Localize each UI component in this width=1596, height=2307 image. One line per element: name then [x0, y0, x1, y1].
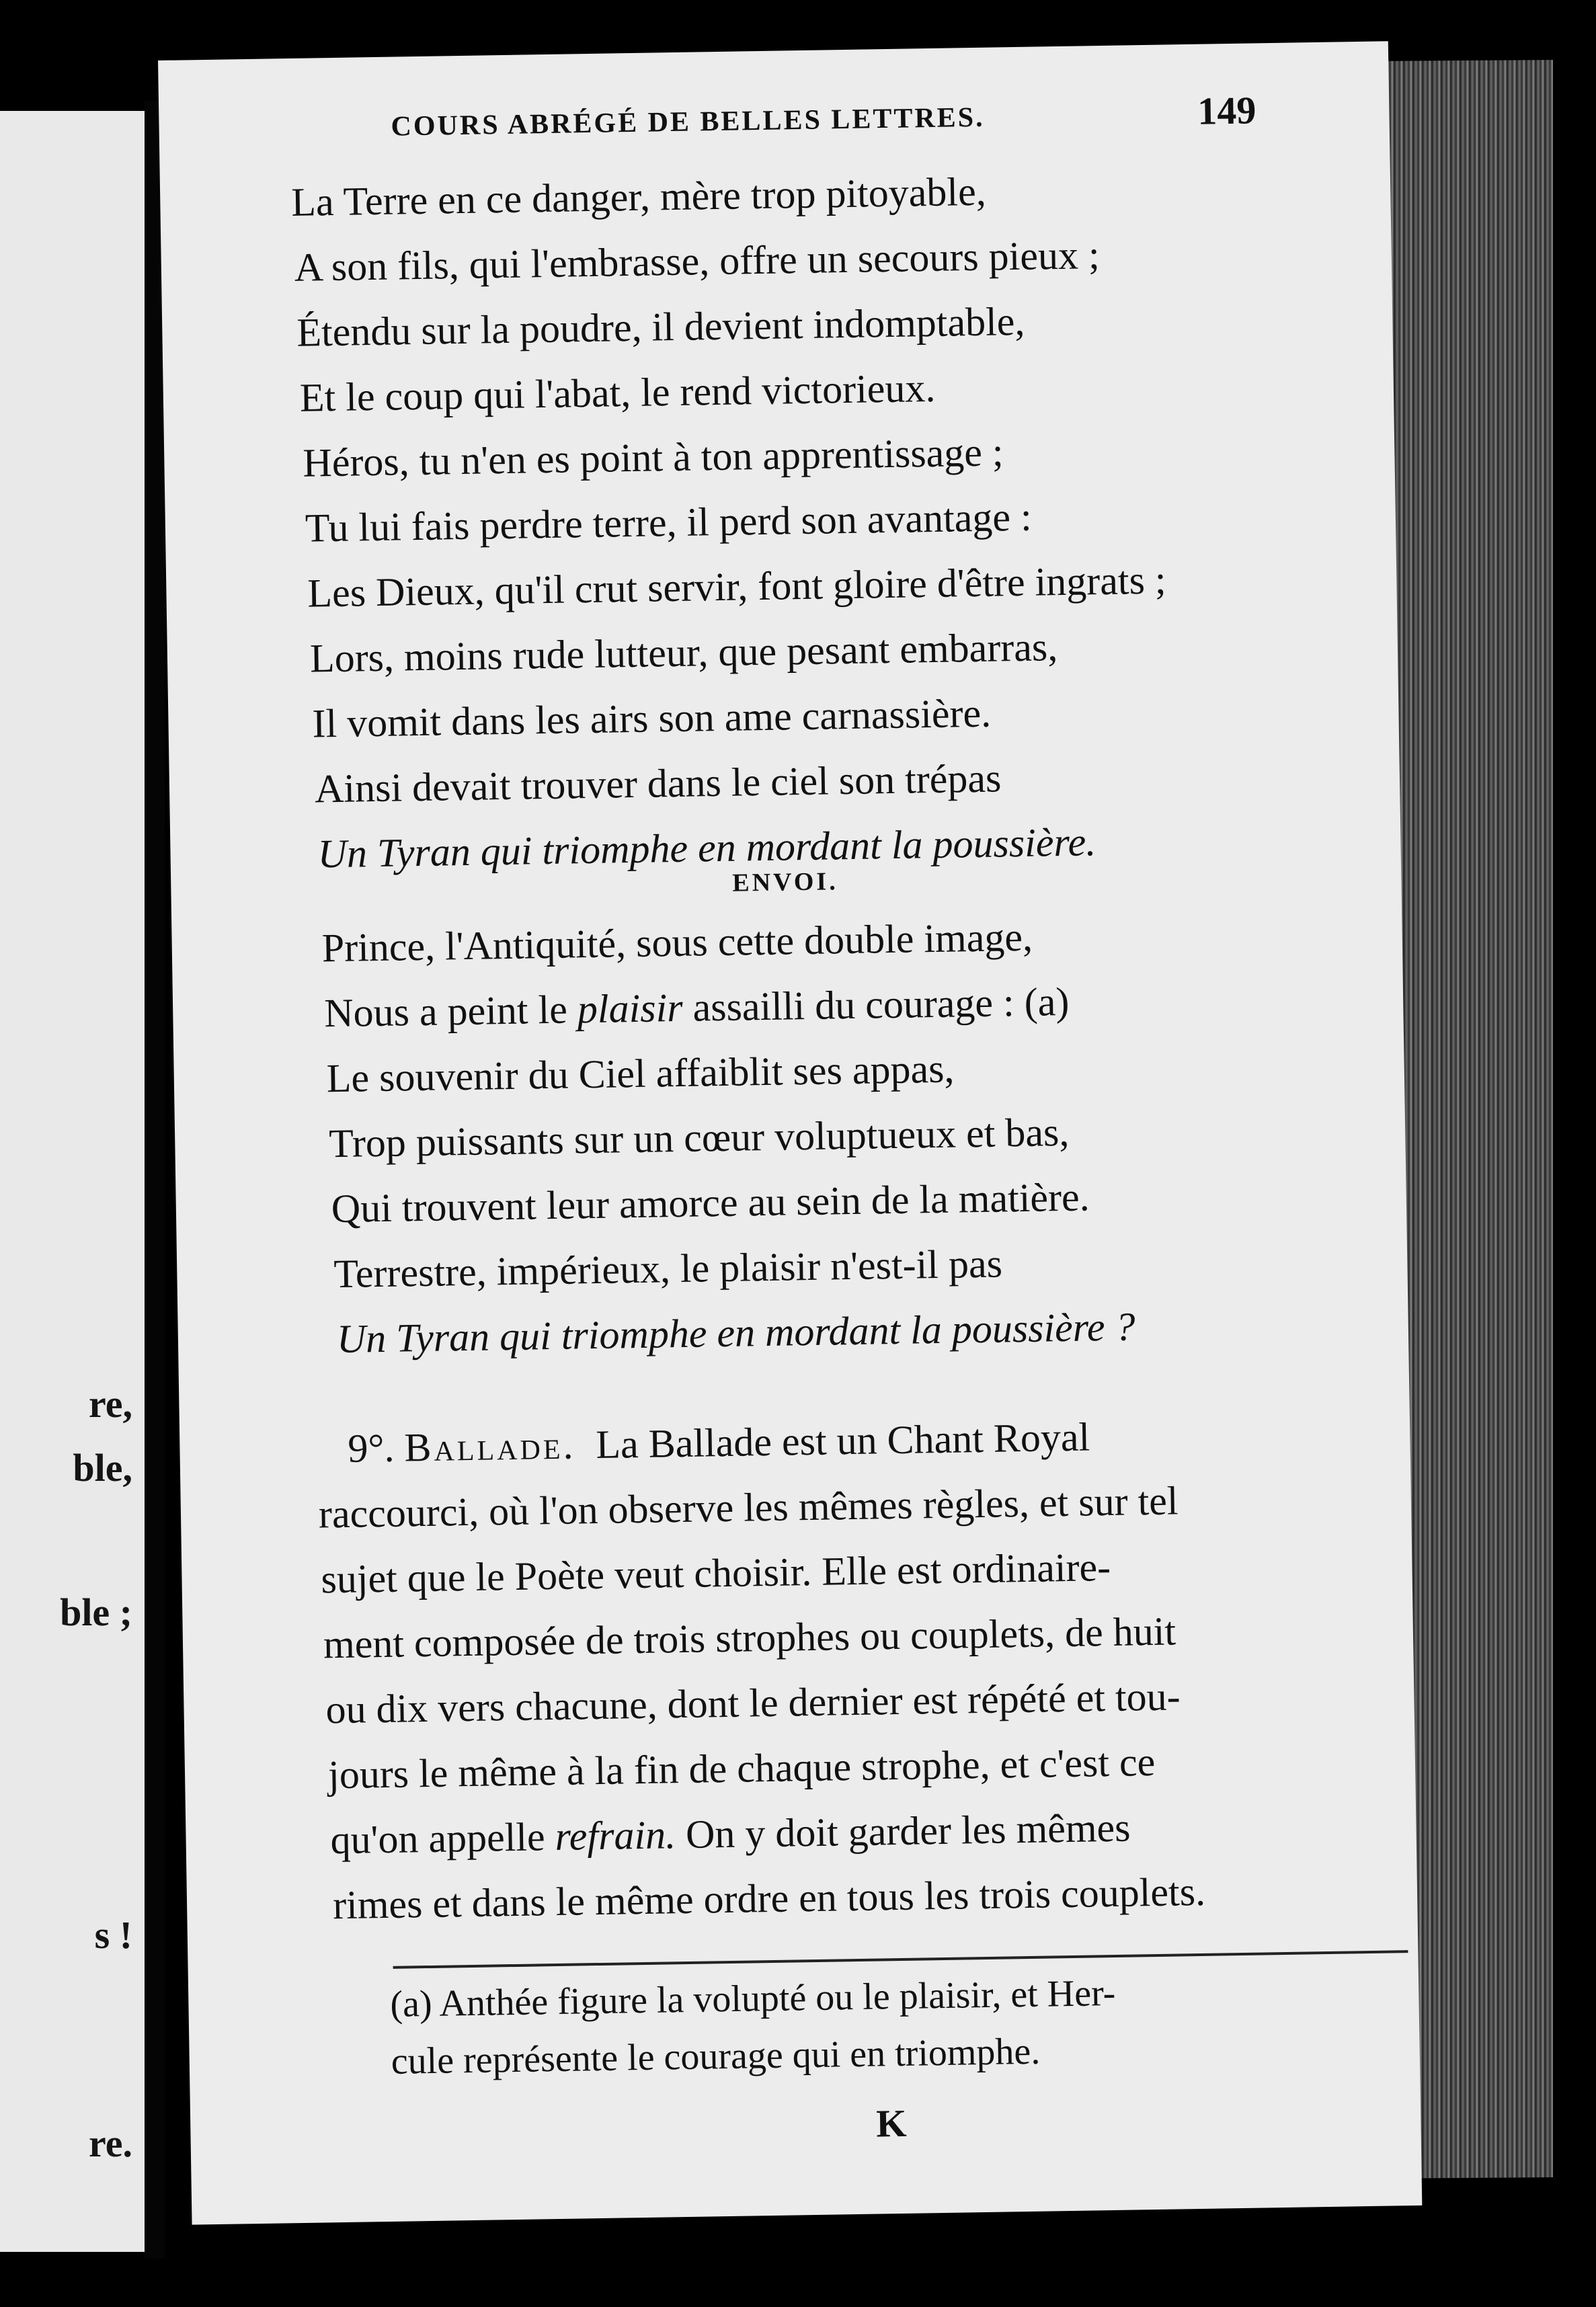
previous-page	[0, 111, 145, 2252]
envoi-line: Qui trouvent leur amorce au sein de la matière.	[331, 1174, 1090, 1231]
ballade-line: 9°. Ballade. La Ballade est un Chant Royal	[347, 1414, 1090, 1471]
poem-line: Et le coup qui l'abat, le rend victorieux.	[299, 365, 936, 420]
poem-line: Héros, tu n'en es point à ton apprentissage ;	[302, 430, 1004, 485]
envoi-line: Terrestre, impérieux, le plaisir n'est-il pas	[333, 1241, 1003, 1297]
left-page-fragment: re.	[89, 2121, 132, 2165]
poem-line: La Terre en ce danger, mère trop pitoyable,	[290, 169, 987, 225]
page-number: 149	[1197, 88, 1256, 133]
envoi-line: Prince, l'Antiquité, sous cette double image,	[321, 914, 1033, 971]
ballade-line: rimes et dans le même ordre en tous les trois couplets.	[332, 1869, 1206, 1928]
refrain-line: Un Tyran qui triomphe en mordant la poussière ?	[336, 1304, 1136, 1362]
envoi-line: Le souvenir du Ciel affaiblit ses appas,	[326, 1046, 955, 1101]
envoi-heading: ENVOI.	[731, 867, 838, 897]
poem-line: Tu lui fais perdre terre, il perd son avantage :	[305, 494, 1033, 551]
refrain-line: Un Tyran qui triomphe en mordant la poussière.	[317, 819, 1096, 877]
envoi-line: Trop puissants sur un cœur voluptueux et bas,	[328, 1109, 1070, 1166]
footnote-rule	[393, 1950, 1408, 1969]
ballade-line: sujet que le Poète veut choisir. Elle est ordinaire-	[321, 1545, 1111, 1602]
ballade-line: qu'on appelle refrain. On y doit garder les mêmes	[330, 1805, 1131, 1863]
book-page	[158, 41, 1422, 2224]
ballade-line: raccourci, où l'on observe les mêmes règles, et sur tel	[318, 1478, 1179, 1537]
ballade-line: jours le même à la fin de chaque strophe, et c'est ce	[327, 1740, 1156, 1797]
left-page-fragment: re,	[89, 1382, 132, 1426]
footnote-line: (a) Anthée figure la volupté ou le plaisir, et Her-	[389, 1972, 1116, 2025]
section-title: Ballade.	[403, 1422, 576, 1470]
poem-line: Ainsi devait trouver dans le ciel son trépas	[314, 756, 1002, 811]
poem-line: Il vomit dans les airs son ame carnassière.	[312, 690, 992, 746]
running-head: COURS ABRÉGÉ DE BELLES LETTRES.	[391, 102, 985, 143]
left-page-fragment: ble,	[73, 1446, 132, 1490]
signature-mark: K	[875, 2101, 907, 2146]
ballade-line: ou dix vers chacune, dont le dernier est répété et tou-	[325, 1674, 1181, 1732]
left-page-fragment: s !	[94, 1913, 132, 1957]
ballade-line: ment composée de trois strophes ou couplets, de huit	[323, 1609, 1176, 1667]
book-gutter	[145, 101, 165, 2259]
footnote-line: cule représente le courage qui en triomphe.	[391, 2030, 1041, 2082]
poem-line: A son fils, qui l'embrasse, offre un secours pieux ;	[294, 233, 1101, 290]
poem-line: Les Dieux, qu'il crut servir, font gloire d'être ingrats ;	[307, 557, 1167, 616]
poem-line: Étendu sur la poudre, il devient indomptable,	[296, 298, 1025, 355]
left-page-fragment: ble ;	[60, 1590, 132, 1634]
poem-line: Lors, moins rude lutteur, que pesant embarras,	[309, 624, 1058, 681]
envoi-line: Nous a peint le plaisir assailli du courage : (a)	[323, 979, 1070, 1036]
